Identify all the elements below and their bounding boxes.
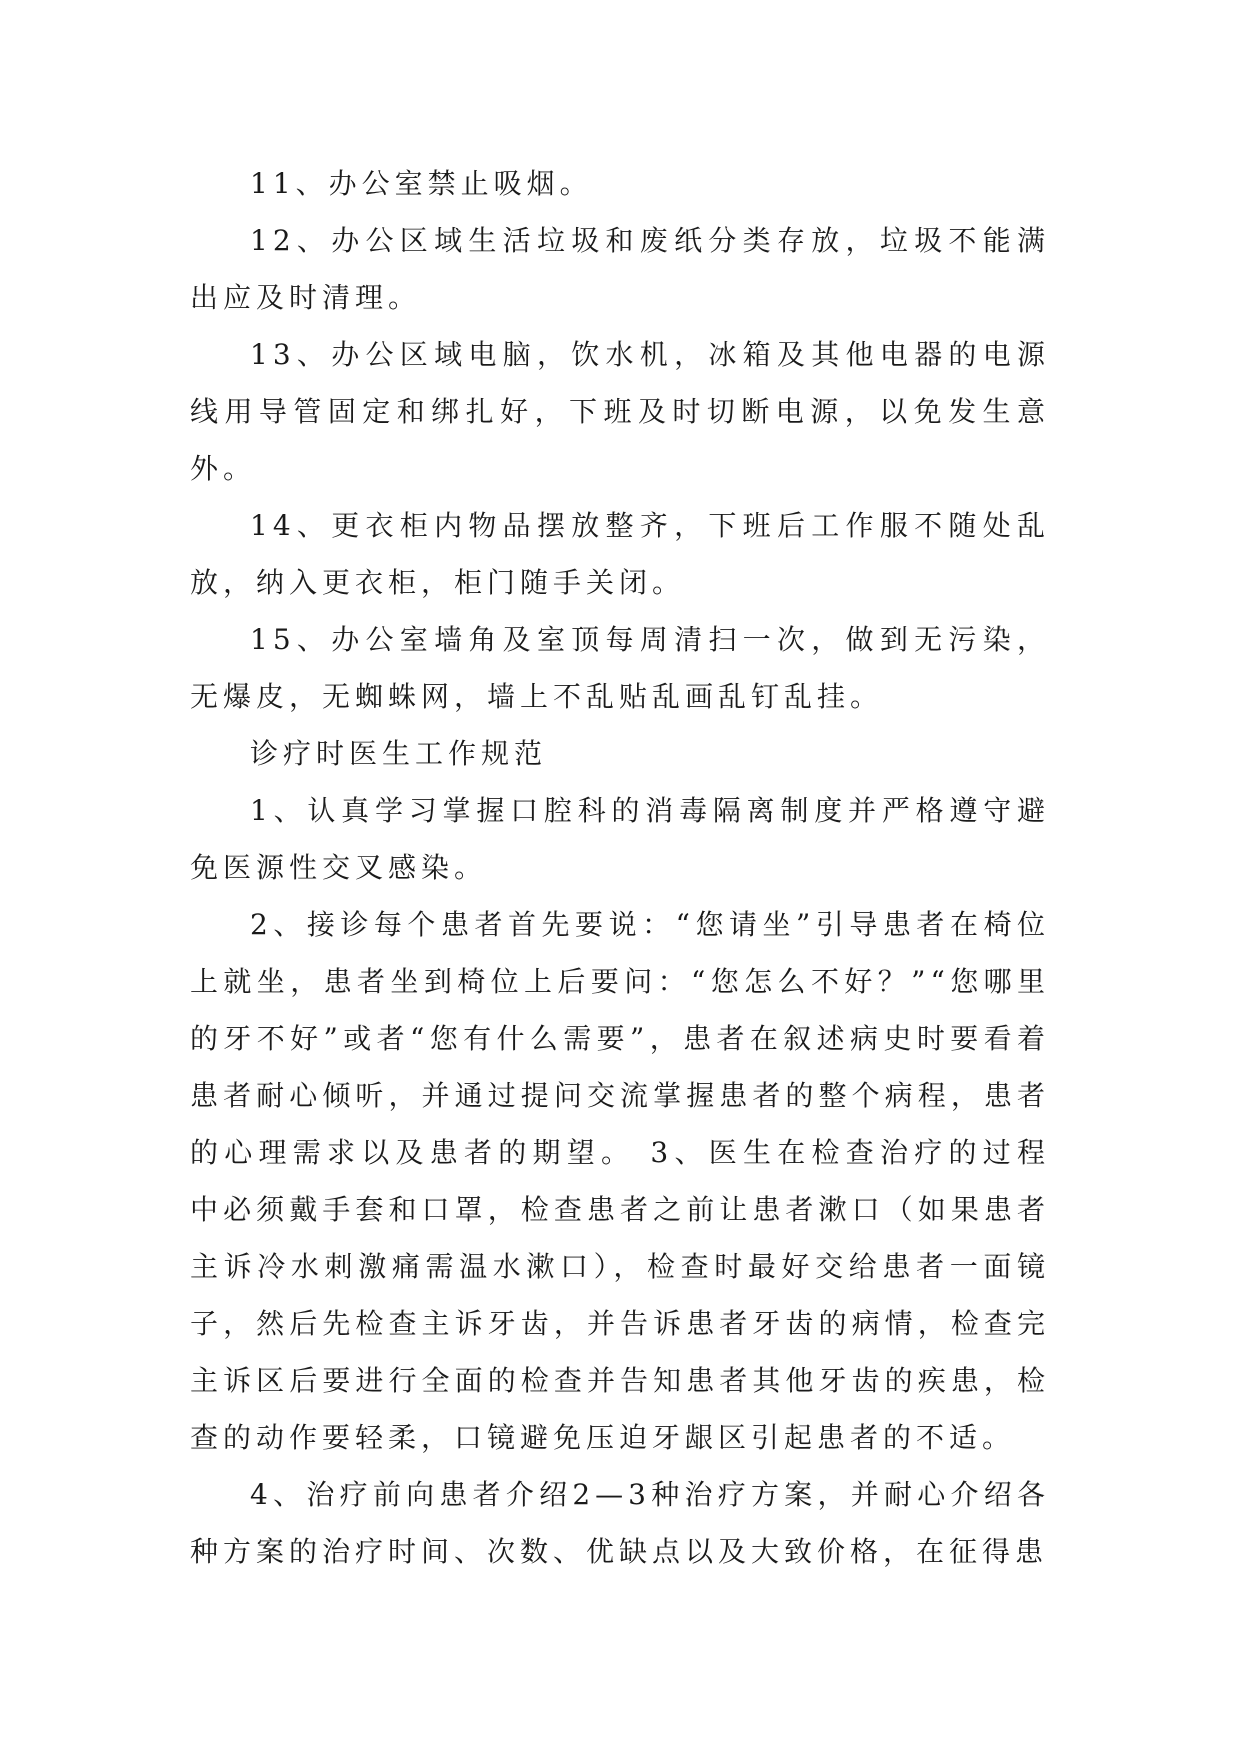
- paragraph-rule-13: 13、办公区域电脑，饮水机，冰箱及其他电器的电源线用导管固定和绑扎好，下班及时切断电源，以免发生意外。: [190, 338, 1050, 485]
- paragraph-rule-12: 12、办公区域生活垃圾和废纸分类存放，垃圾不能满出应及时清理。: [190, 224, 1050, 314]
- document-body: [190, 155, 1050, 1580]
- paragraph-doctor-rule-1: 1、认真学习掌握口腔科的消毒隔离制度并严格遵守避免医源性交叉感染。: [190, 794, 1050, 884]
- paragraph-rule-15: 15、办公室墙角及室顶每周清扫一次，做到无污染，无爆皮，无蜘蛛网，墙上不乱贴乱画乱钉乱挂。: [190, 623, 1050, 713]
- paragraph-rule-14: 14、更衣柜内物品摆放整齐，下班后工作服不随处乱放，纳入更衣柜，柜门随手关闭。: [190, 509, 1050, 599]
- section-heading: 诊疗时医生工作规范: [250, 737, 548, 770]
- paragraph-rule-11: 11、办公室禁止吸烟。: [250, 167, 593, 200]
- paragraph-doctor-rule-2-3: 2、接诊每个患者首先要说：“您请坐”引导患者在椅位上就坐，患者坐到椅位上后要问：“您怎么不好？”“您哪里的牙不好”或者“您有什么需要”，患者在叙述病史时要看着患者耐心倾听，并通过提问交流掌握患者的整个病程，患者的心理需求以及患者的期望。 3、医生在检查治疗的过程中必须戴手套和口罩，检查患者之前让患者漱口（如果患者主诉冷水刺激痛需温水漱口），检查时最好交给患者一面镜子，然后先检查主诉牙齿，并告诉患者牙齿的病情，检查完主诉区后要进行全面的检查并告知患者其他牙齿的疾患，检查的动作要轻柔，口镜避免压迫牙龈区引起患者的不适。: [190, 908, 1050, 1454]
- paragraph-doctor-rule-4: 4、治疗前向患者介绍2—3种治疗方案，并耐心介绍各种方案的治疗时间、次数、优缺点以及大致价格，在征得患: [190, 1478, 1050, 1568]
